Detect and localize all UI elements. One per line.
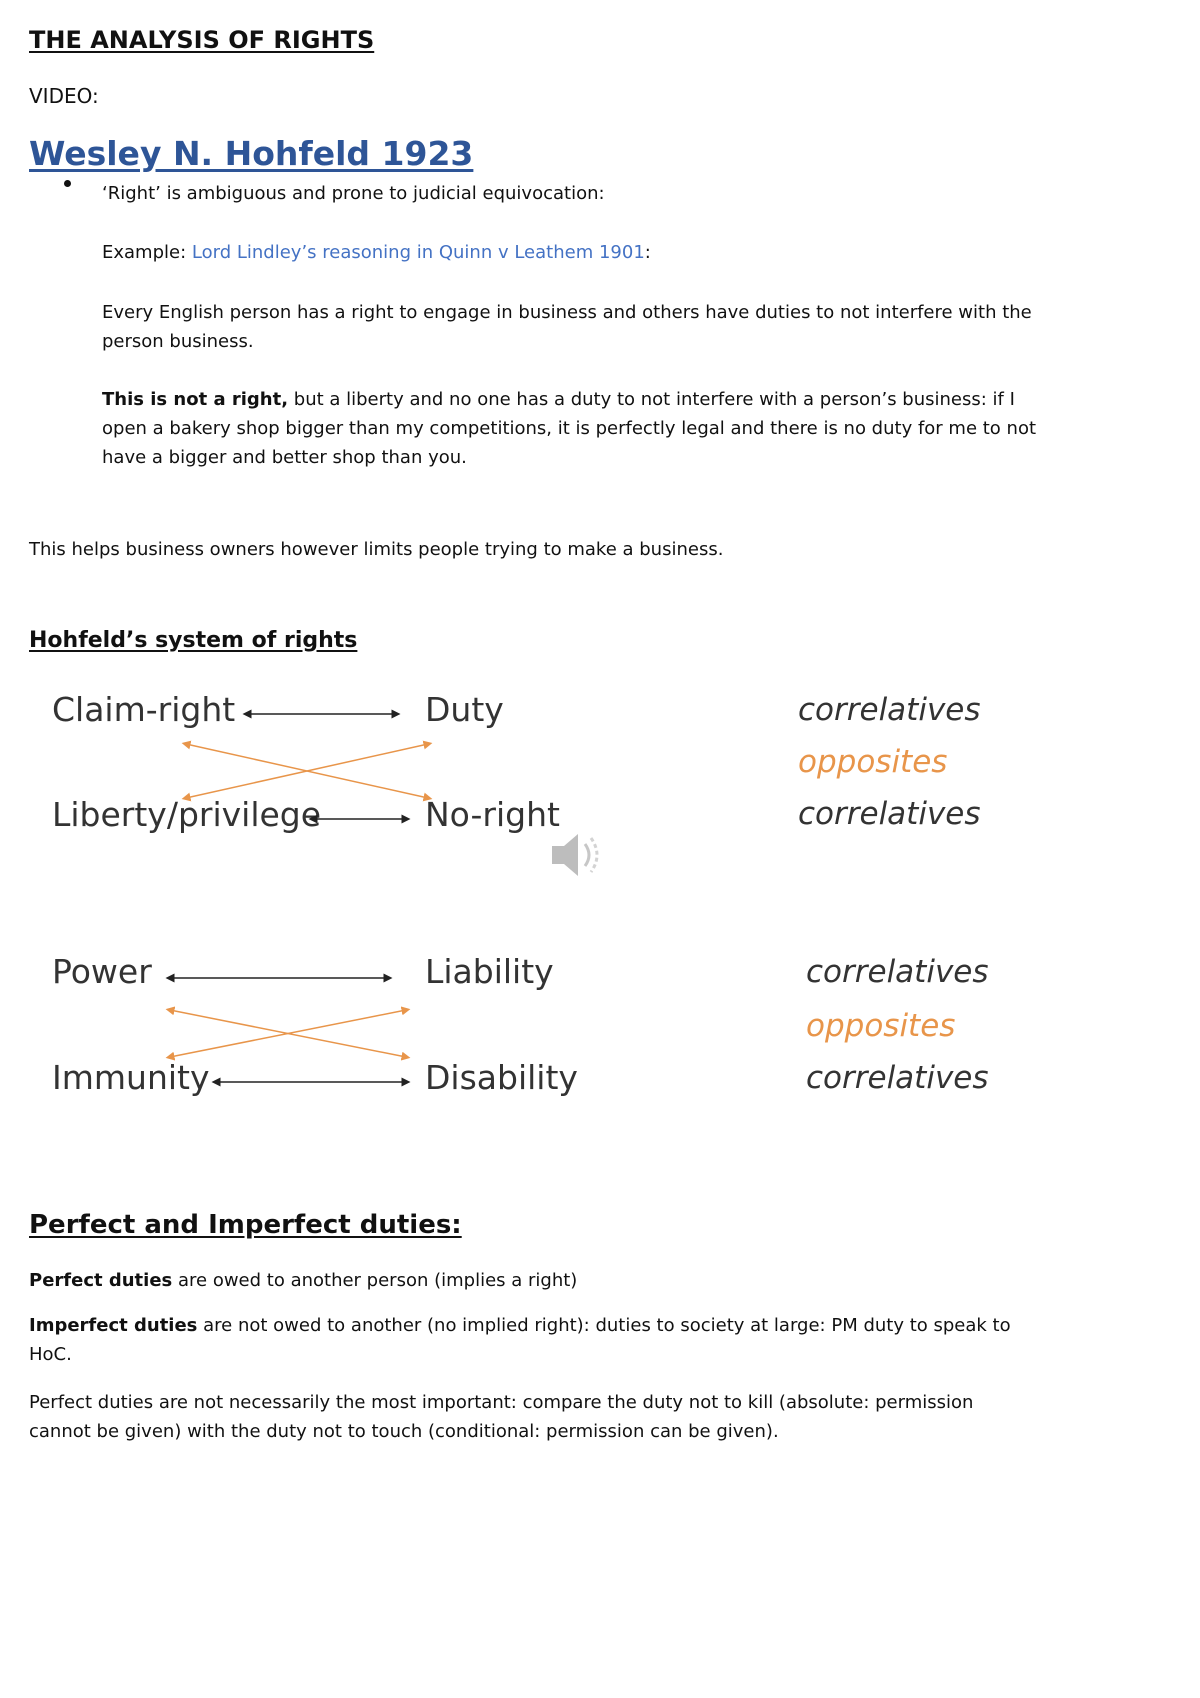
arrows-diagram-1 [0, 680, 600, 880]
imperfect-duties-bold: Imperfect duties [29, 1315, 198, 1336]
not-a-right-rest: but a liberty and no one has a duty to not interfere with a person’s business: if I open a bakery shop bigger than my competitions, it is perfectly legal and there is no duty for me to not have a bigger and better shop than you. [102, 389, 1037, 468]
example-suffix: : [644, 242, 651, 263]
paragraph-english-person: Every English person has a right to engage in business and others have duties to not interfere with the person business. [102, 302, 1032, 352]
label-claim-right: Claim-right [52, 690, 236, 729]
perfect-duties-bold: Perfect duties [29, 1270, 173, 1291]
example-prefix: Example: [102, 242, 192, 263]
duties-heading: Perfect and Imperfect duties: [29, 1210, 462, 1240]
system-of-rights-heading: Hohfeld’s system of rights [29, 628, 358, 653]
speaker-icon[interactable] [548, 826, 610, 884]
label-duty: Duty [425, 690, 504, 729]
label-disability: Disability [425, 1058, 578, 1097]
rel-correlatives-top: correlatives [798, 692, 981, 728]
perfect-duties-rest: are owed to another person (implies a right) [172, 1270, 578, 1291]
rel-correlatives-bottom-2: correlatives [806, 1060, 989, 1096]
rel-correlatives-bottom: correlatives [798, 796, 981, 832]
paragraph-not-a-right [102, 385, 1052, 472]
example-line [102, 238, 1052, 267]
hohfeld-heading: Wesley N. Hohfeld 1923 [29, 134, 474, 173]
hohfeld-diagram-2 [0, 942, 1200, 1142]
rel-opposites: opposites [798, 744, 948, 780]
bullet-text: ‘Right’ is ambiguous and prone to judicial equivocation: [102, 183, 605, 204]
quinn-v-leathem-link[interactable]: Lord Lindley’s reasoning in Quinn v Leathem 1901 [191, 242, 645, 263]
label-liability: Liability [425, 952, 554, 991]
bullet-dot [64, 180, 71, 187]
label-immunity: Immunity [52, 1058, 210, 1097]
label-power: Power [52, 952, 152, 991]
perfect-not-important-paragraph: Perfect duties are not necessarily the most important: compare the duty not to kill (absolute: permission cannot be given) with the duty not to touch (conditional: permission can be given). [29, 1392, 974, 1442]
label-liberty-privilege: Liberty/privilege [52, 795, 322, 834]
imperfect-duties-rest: are not owed to another (no implied right): duties to society at large: PM duty to speak to HoC. [29, 1315, 1011, 1365]
imperfect-duties-paragraph [29, 1311, 1029, 1369]
video-label: VIDEO: [29, 84, 99, 108]
rel-opposites-2: opposites [806, 1008, 956, 1044]
rel-correlatives-top-2: correlatives [806, 954, 989, 990]
arrows-diagram-2 [0, 942, 600, 1142]
paragraph-business-owners: This helps business owners however limits people trying to make a business. [29, 539, 724, 560]
not-a-right-bold: This is not a right, [102, 389, 289, 410]
document-title: THE ANALYSIS OF RIGHTS [29, 26, 375, 54]
perfect-duties-paragraph [29, 1266, 1029, 1295]
label-no-right: No-right [425, 795, 560, 834]
